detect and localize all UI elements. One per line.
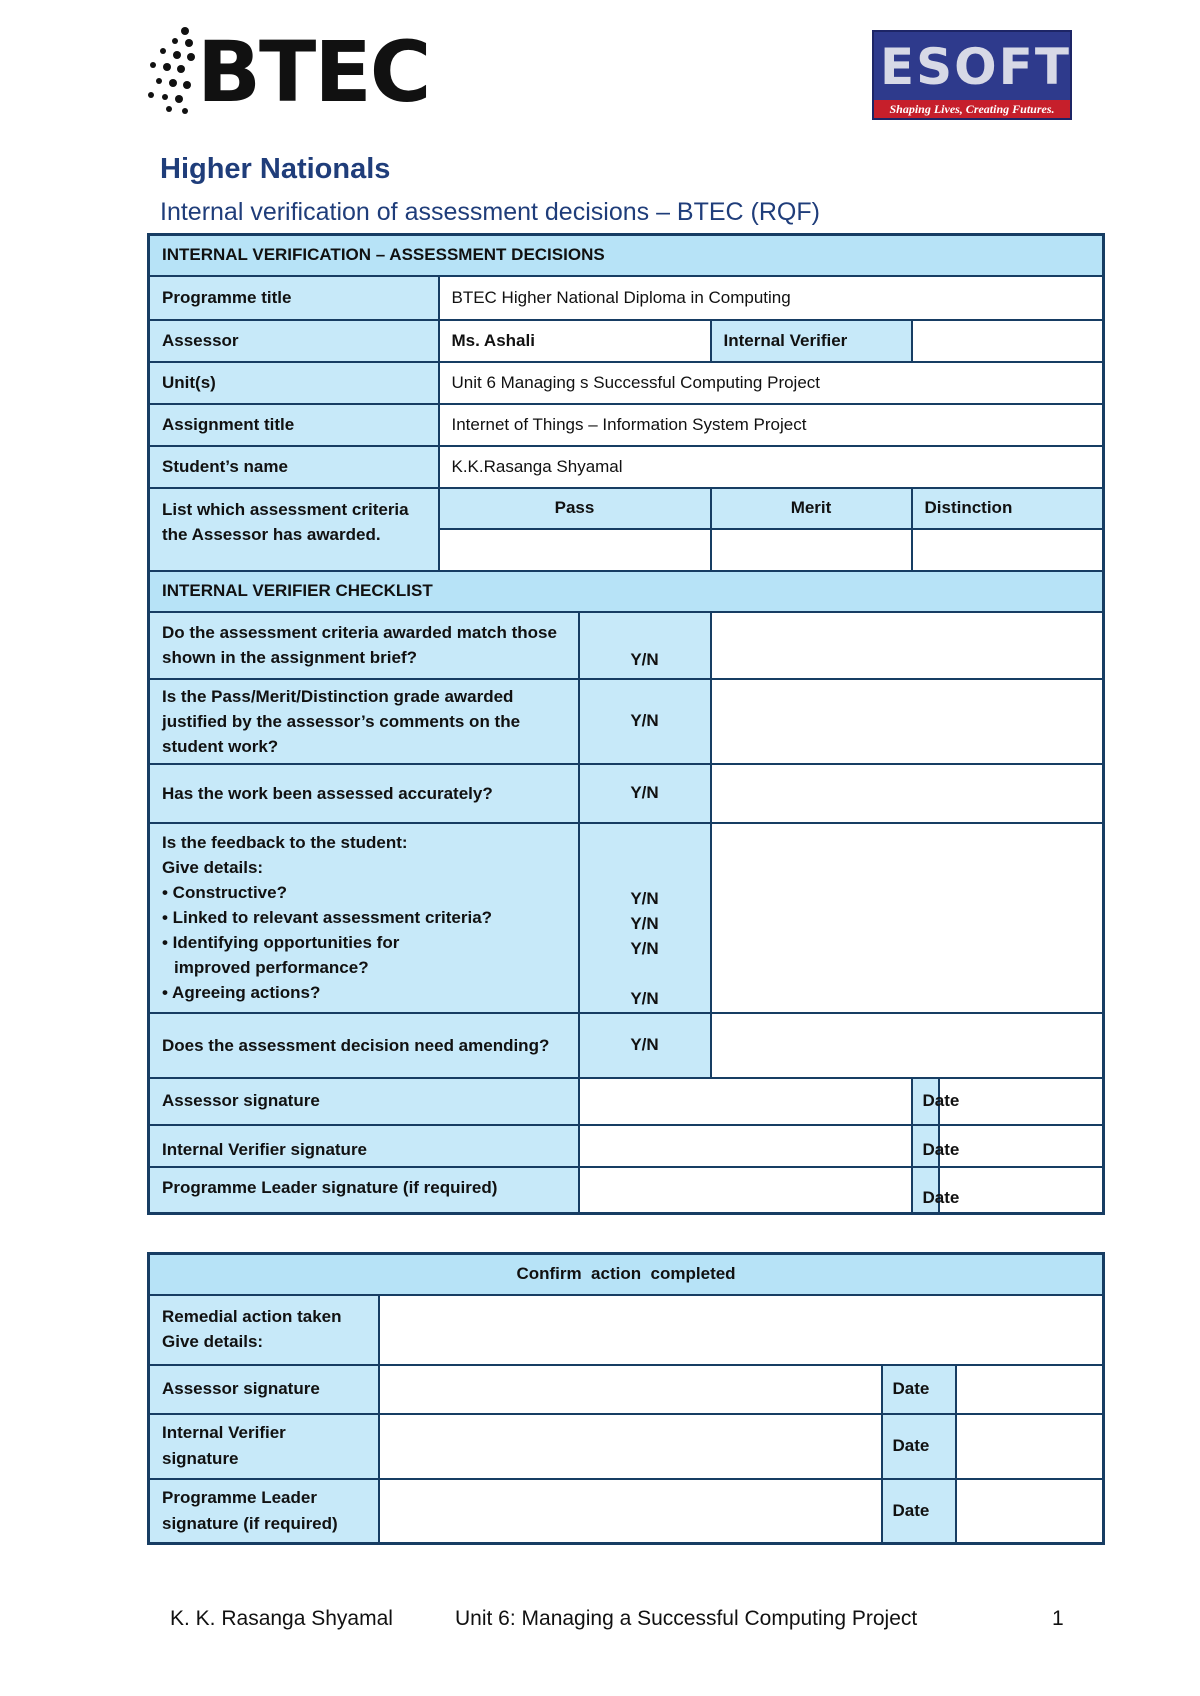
list-item: improved performance? (174, 957, 369, 977)
confirm-assessor-date-field[interactable] (956, 1365, 1104, 1414)
checklist-q1: Do the assessment criteria awarded match those shown in the assignment brief? (149, 612, 579, 679)
checklist-q4-title: Is the feedback to the student: (162, 832, 408, 852)
unit-value[interactable]: Unit 6 Managing s Successful Computing Project (439, 362, 1104, 404)
programme-title-label: Programme title (149, 276, 439, 320)
merit-criteria-field[interactable] (711, 529, 912, 571)
remedial-action-label-2: Give details: (162, 1331, 264, 1351)
assessor-signature-field[interactable] (579, 1078, 912, 1125)
checklist-q4-give: Give details: (162, 857, 264, 877)
confirm-iv-date-field[interactable] (956, 1414, 1104, 1479)
student-name-label: Student’s name (149, 446, 439, 488)
checklist-q3-yn[interactable]: Y/N (579, 764, 711, 823)
checklist-q4-yn-1[interactable]: Y/N (630, 888, 659, 908)
btec-dots-icon (145, 25, 200, 115)
confirm-assessor-date-label: Date (882, 1365, 956, 1414)
assignment-title-label: Assignment title (149, 404, 439, 446)
esoft-logo (872, 30, 1072, 120)
internal-verifier-label: Internal Verifier (711, 320, 912, 362)
assessor-date-field[interactable] (939, 1078, 1104, 1125)
checklist-q3: Has the work been assessed accurately? (149, 764, 579, 823)
page-subtitle: Internal verification of assessment decisions – BTEC (RQF) (160, 198, 820, 226)
pl-signature-field[interactable] (579, 1167, 912, 1214)
checklist-q5-comment[interactable] (711, 1013, 1104, 1078)
iv-signature-field[interactable] (579, 1125, 912, 1167)
esoft-tagline: Shaping Lives, Creating Futures. (874, 100, 1070, 118)
checklist-q4-yn[interactable] (579, 823, 711, 1013)
checklist-q4-yn-2[interactable]: Y/N (630, 913, 659, 933)
checklist-q5: Does the assessment decision need amending? (149, 1013, 579, 1078)
assignment-title-value[interactable]: Internet of Things – Information System Project (439, 404, 1104, 446)
confirm-pl-date-label: Date (882, 1479, 956, 1544)
confirm-pl-signature-label (149, 1479, 379, 1544)
list-item: • Constructive? (162, 882, 287, 902)
page-title: Higher Nationals (160, 153, 391, 185)
assessment-section-title: INTERNAL VERIFICATION – ASSESSMENT DECISIONS (149, 235, 1104, 276)
btec-logo-text: BTEC (197, 23, 430, 121)
checklist-section-title: INTERNAL VERIFIER CHECKLIST (149, 571, 1104, 612)
confirm-iv-signature-field[interactable] (379, 1414, 882, 1479)
list-item: • Linked to relevant assessment criteria? (162, 907, 493, 927)
assessor-label: Assessor (149, 320, 439, 362)
checklist-q3-comment[interactable] (711, 764, 1104, 823)
pl-signature-label: Programme Leader signature (if required) (149, 1167, 579, 1214)
iv-signature-label: Internal Verifier signature (149, 1125, 579, 1167)
merit-header: Merit (711, 488, 912, 529)
iv-date-field[interactable] (939, 1125, 1104, 1167)
criteria-awarded-label: List which assessment criteria the Assessor has awarded. (149, 488, 439, 571)
programme-title-value[interactable]: BTEC Higher National Diploma in Computing (439, 276, 1104, 320)
confirm-pl-date-field[interactable] (956, 1479, 1104, 1544)
checklist-q4-yn-3[interactable]: Y/N (630, 938, 659, 958)
unit-label: Unit(s) (149, 362, 439, 404)
confirm-pl-label-2: signature (if required) (162, 1513, 338, 1533)
remedial-action-field[interactable] (379, 1295, 1104, 1365)
assessor-date-label: Date (912, 1078, 939, 1125)
footer-page-number: 1 (1052, 1607, 1064, 1630)
confirm-action-title: Confirm action completed (149, 1254, 1104, 1295)
confirm-pl-label-1: Programme Leader (162, 1487, 317, 1507)
pl-date-label: Date (912, 1167, 939, 1214)
esoft-logo-text: ESOFT (880, 38, 1071, 96)
distinction-criteria-field[interactable] (912, 529, 1104, 571)
pass-criteria-field[interactable] (439, 529, 711, 571)
iv-date-label: Date (912, 1125, 939, 1167)
footer-unit: Unit 6: Managing a Successful Computing Project (455, 1607, 918, 1630)
list-item: • Agreeing actions? (162, 982, 321, 1002)
confirm-action-table (147, 1252, 1105, 1545)
checklist-q5-yn[interactable]: Y/N (579, 1013, 711, 1078)
remedial-action-label-1: Remedial action taken (162, 1306, 342, 1326)
internal-verifier-value[interactable] (912, 320, 1104, 362)
verification-table (147, 233, 1105, 1215)
distinction-header: Distinction (912, 488, 1104, 529)
checklist-q1-comment[interactable] (711, 612, 1104, 679)
footer-author: K. K. Rasanga Shyamal (170, 1607, 393, 1630)
confirm-assessor-signature-label: Assessor signature (149, 1365, 379, 1414)
confirm-iv-label-1: Internal Verifier (162, 1423, 286, 1442)
confirm-assessor-signature-field[interactable] (379, 1365, 882, 1414)
remedial-action-label (149, 1295, 379, 1365)
list-item: • Identifying opportunities for (162, 932, 400, 952)
student-name-value[interactable]: K.K.Rasanga Shyamal (439, 446, 1104, 488)
pass-header: Pass (439, 488, 711, 529)
checklist-q2: Is the Pass/Merit/Distinction grade awarded justified by the assessor’s comments on the student work? (149, 679, 579, 764)
checklist-q2-comment[interactable] (711, 679, 1104, 764)
checklist-q2-yn[interactable]: Y/N (579, 679, 711, 764)
confirm-iv-label-2: signature (162, 1449, 239, 1468)
confirm-iv-signature-label (149, 1414, 379, 1479)
checklist-q4-yn-4[interactable]: Y/N (630, 988, 659, 1008)
btec-logo (145, 23, 430, 121)
assessor-value[interactable]: Ms. Ashali (439, 320, 711, 362)
checklist-q1-yn[interactable]: Y/N (579, 612, 711, 679)
assessor-signature-label: Assessor signature (149, 1078, 579, 1125)
confirm-pl-signature-field[interactable] (379, 1479, 882, 1544)
checklist-q4 (149, 823, 579, 1013)
confirm-iv-date-label: Date (882, 1414, 956, 1479)
checklist-q4-comment[interactable] (711, 823, 1104, 1013)
pl-date-field[interactable] (939, 1167, 1104, 1214)
